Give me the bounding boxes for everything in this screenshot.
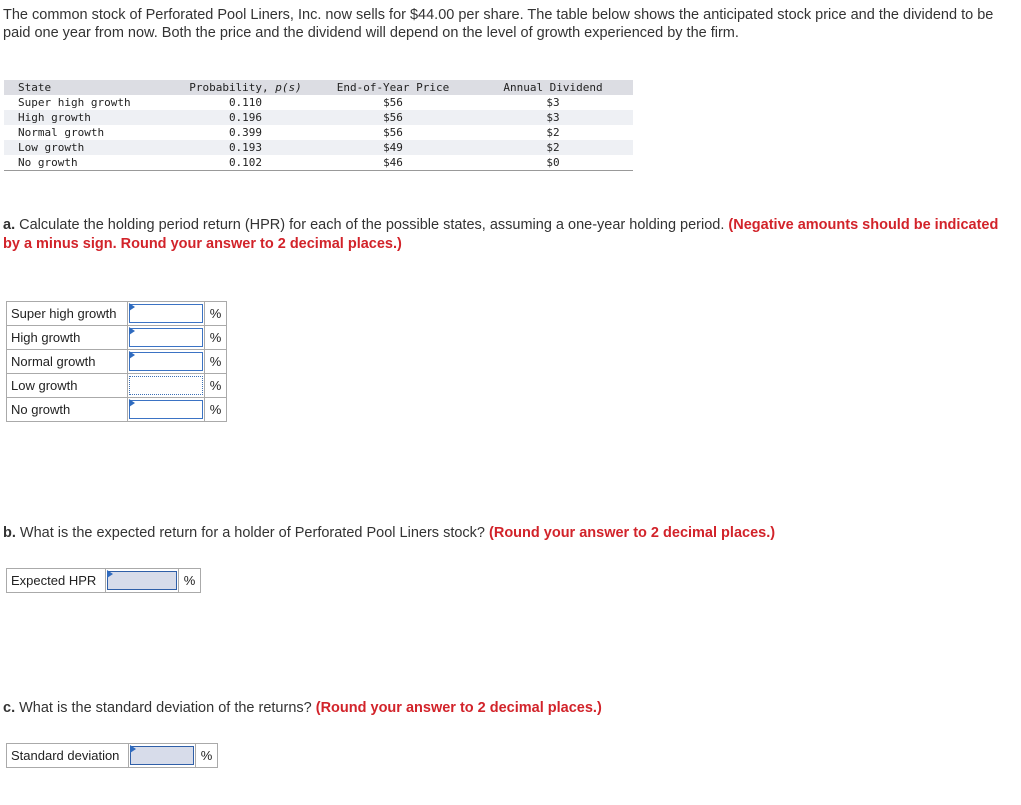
answer-row	[7, 326, 227, 350]
table-row	[4, 140, 633, 155]
state-cell: Super high growth	[18, 96, 131, 109]
part-a-letter: a.	[3, 217, 16, 233]
table-row	[4, 155, 633, 171]
hpr-high-input[interactable]	[129, 328, 203, 347]
flag-icon	[129, 327, 135, 335]
price-cell: $56	[383, 126, 403, 139]
answer-input-cell	[128, 326, 205, 350]
std-dev-label: Standard deviation	[7, 744, 129, 768]
std-dev-input[interactable]	[130, 746, 194, 765]
table-header-row	[4, 80, 633, 95]
probability-cell: 0.193	[228, 141, 263, 154]
percent-unit: %	[205, 398, 227, 422]
part-c-letter: c.	[3, 700, 16, 716]
probability-cell: 0.102	[178, 155, 313, 171]
part-a-question	[3, 216, 1003, 254]
answer-row-label: Low growth	[7, 374, 128, 398]
percent-unit: %	[205, 302, 227, 326]
expected-hpr-table	[6, 568, 201, 593]
percent-unit: %	[196, 744, 218, 768]
percent-unit: %	[205, 350, 227, 374]
hpr-answer-table	[6, 301, 227, 422]
state-cell: Low growth	[18, 141, 85, 154]
part-b-text: What is the expected return for a holder of Perforated Pool Liners stock?	[15, 525, 490, 541]
header-state: State	[18, 81, 52, 94]
hpr-no-growth-input[interactable]	[129, 400, 203, 419]
expected-hpr-input[interactable]	[107, 571, 177, 590]
price-cell: $56	[383, 96, 403, 109]
answer-input-cell	[128, 350, 205, 374]
percent-unit: %	[205, 374, 227, 398]
answer-row	[7, 398, 227, 422]
state-cell: Normal growth	[18, 126, 105, 139]
state-cell: No growth	[4, 155, 178, 171]
answer-row	[7, 744, 218, 768]
header-dividend: Annual Dividend	[503, 81, 603, 94]
state-cell: High growth	[18, 111, 91, 124]
hpr-super-high-input[interactable]	[129, 304, 203, 323]
answer-row	[7, 302, 227, 326]
probability-cell: 0.196	[228, 111, 263, 124]
part-b-letter: b.	[3, 525, 16, 541]
header-probability	[178, 80, 313, 95]
answer-row-label: Normal growth	[7, 350, 128, 374]
part-c-question	[3, 699, 1003, 718]
dividend-cell: $3	[546, 96, 560, 109]
dividend-cell: $3	[546, 111, 560, 124]
answer-row-label: High growth	[7, 326, 128, 350]
flag-icon	[129, 351, 135, 359]
part-a-hint: (Negative amounts should be indicated by a minus sign. Round your answer to 2 decimal places.)	[3, 217, 999, 252]
table-row	[4, 95, 633, 110]
part-c-hint: (Round your answer to 2 decimal places.)	[315, 700, 602, 716]
scenario-table	[4, 80, 633, 171]
part-b-hint: (Round your answer to 2 decimal places.)	[489, 525, 776, 541]
probability-cell: 0.110	[228, 96, 263, 109]
answer-row	[7, 569, 201, 593]
percent-unit: %	[179, 569, 201, 593]
hpr-normal-input[interactable]	[129, 352, 203, 371]
price-cell: $56	[383, 111, 403, 124]
answer-input-cell	[129, 744, 196, 768]
dividend-cell: $2	[546, 141, 560, 154]
answer-input-cell	[106, 569, 179, 593]
std-dev-table	[6, 743, 218, 768]
answer-input-cell	[128, 374, 205, 398]
part-b-question	[3, 524, 1003, 543]
answer-row-label: No growth	[7, 398, 128, 422]
answer-input-cell	[128, 302, 205, 326]
answer-input-cell	[128, 398, 205, 422]
percent-unit: %	[205, 326, 227, 350]
header-probability-text: Probability,	[189, 81, 276, 94]
problem-intro: The common stock of Perforated Pool Liners, Inc. now sells for $44.00 per share. The table below shows the anticipated stock price and the dividend to be paid one year from now. Both the price and the dividend will depend on the level of growth experienced by the firm.	[3, 7, 994, 41]
table-row	[4, 110, 633, 125]
part-a-text: Calculate the holding period return (HPR) for each of the possible states, assuming a one-year holding period.	[15, 217, 729, 233]
probability-cell: 0.399	[228, 126, 263, 139]
answer-row	[7, 350, 227, 374]
expected-hpr-label: Expected HPR	[7, 569, 106, 593]
flag-icon	[130, 745, 136, 753]
answer-row	[7, 374, 227, 398]
price-cell: $49	[383, 141, 403, 154]
hpr-low-input[interactable]	[129, 376, 203, 395]
part-c-text: What is the standard deviation of the returns?	[15, 700, 316, 716]
header-price: End-of-Year Price	[336, 81, 450, 94]
dividend-cell: $2	[546, 126, 560, 139]
table-row	[4, 125, 633, 140]
price-cell: $46	[313, 155, 473, 171]
dividend-cell: $0	[473, 155, 633, 171]
header-probability-symbol: p(s)	[275, 81, 302, 94]
answer-row-label: Super high growth	[7, 302, 128, 326]
flag-icon	[129, 399, 135, 407]
flag-icon	[129, 303, 135, 311]
flag-icon	[107, 570, 113, 578]
